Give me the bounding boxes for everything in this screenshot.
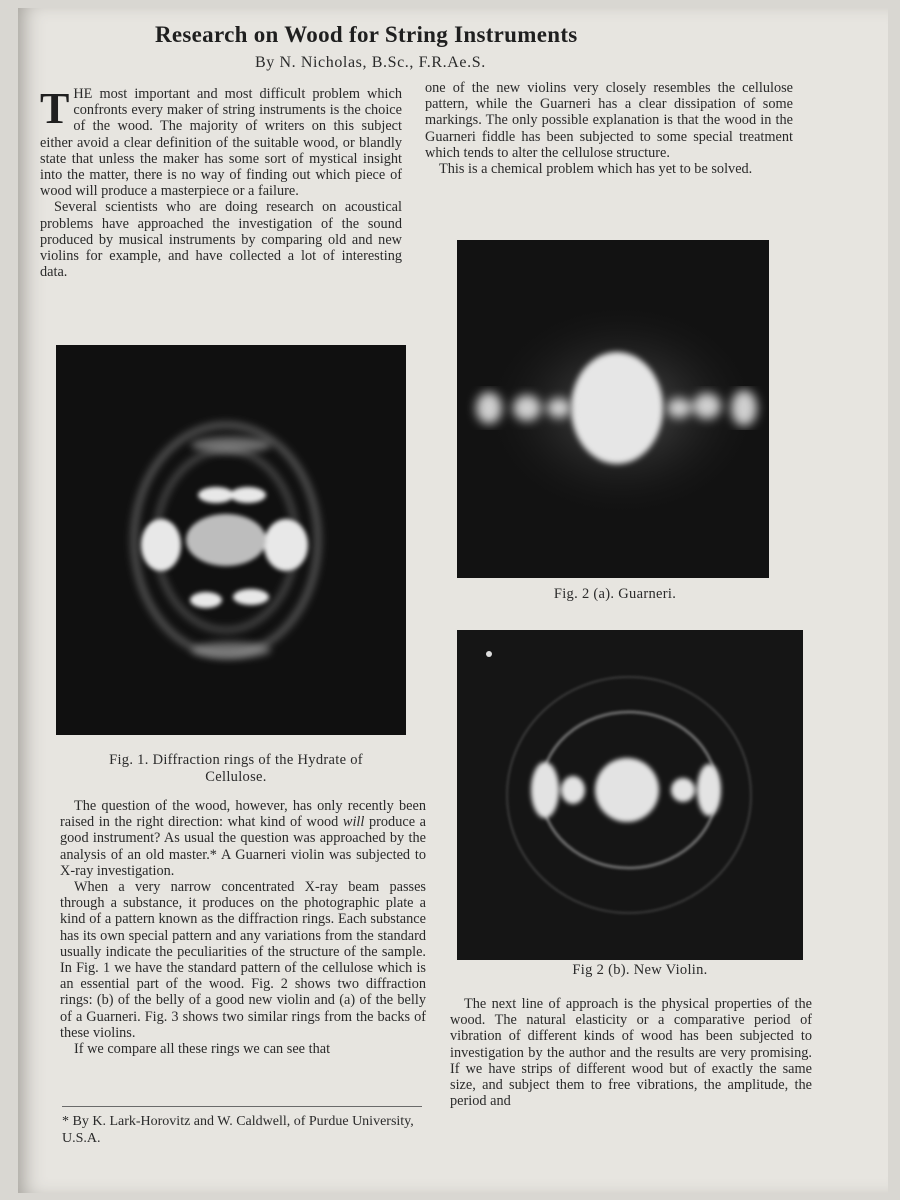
fig2a-caption: Fig. 2 (a). Guarneri. [553,586,677,602]
scientists-paragraph: Several scientists who are doing research on acoustical problems have approached the investigation of the sound produced by musical instruments by comparing old and new violins for example, and have collected a lot of interesting data. [40,199,402,281]
fig2b-new-violin-photo [457,630,803,960]
question-paragraph [60,798,426,879]
question-italic: will [342,814,365,831]
fig1-caption-line2: Cellulose. [205,769,267,785]
intro-paragraph: HE most important and most difficult problem which confronts every maker of string instruments is the choice of the wood. The majority of writers on this subject either avoid a clear definition of the suitable wood, or blandly state that unless the maker has some sort of mystical insight into the matter, there is no way of finding out which piece of wood will produce a masterpiece or a failure. [40,86,402,200]
question-text-b: produce a good instrument? As usual the question was approached by the analysis of an old master.* A Guarneri violin was subjected to X-ray investigation. [60,814,426,879]
compare-paragraph: If we compare all these rings we can see that [74,1041,331,1058]
xray-paragraph: When a very narrow concentrated X-ray beam passes through a substance, it produces on the photographic plate a kind of a pattern known as the diffraction rings. Each substance has its own special pattern and any variations from the standard usually indicate the peculiarities of the structure of the sample. In Fig. 1 we have the standard pattern of the cellulose which is an essential part of the wood. Fig. 2 shows two diffraction rings: (b) of the belly of a good new violin and (a) of the belly of a Guarneri. Fig. 3 shows two similar rings from the backs of these violins. [60,879,426,1041]
article-title: Research on Wood for String Instruments [155,22,578,47]
left-lower-text [60,798,426,1057]
footnote: * By K. Lark-Horovitz and W. Caldwell, of Purdue University, U.S.A. [62,1114,414,1146]
footnote-rule [62,1106,422,1107]
fig1-caption [50,752,422,786]
fig1-diffraction-photo [56,345,406,735]
chemical-paragraph: This is a chemical problem which has yet to be solved. [439,161,753,178]
drop-cap: T [40,84,70,133]
fig2a-guarneri-photo [457,240,769,578]
article-byline: By N. Nicholas, B.Sc., F.R.Ae.S. [255,54,486,71]
fig1-caption-line1: Fig. 1. Diffraction rings of the Hydrate of [109,752,363,768]
right-top-text [425,80,793,177]
physical-paragraph: The next line of approach is the physical properties of the wood. The natural elasticity or a comparative period of vibration of different kinds of wood has been subjected to investigation by the author and the results are very promising. If we have strips of different wood but of exactly the same size, and subject them to free vibrations, the amplitude, the period and [450,996,812,1110]
fig2b-caption: Fig 2 (b). New Violin. [572,962,708,978]
left-intro-text [40,86,402,280]
question-text-a: The question of the wood, however, has only recently been raised in the right direction: what kind of wood [60,798,426,831]
right-lower-text [450,996,812,1109]
resemblance-paragraph: one of the new violins very closely resembles the cellulose pattern, while the Guarneri has a clear dissipation of some markings. The only possible explanation is that the wood in the Guarneri fiddle has been subjected to some special treatment which tends to alter the cellulose structure. [425,80,793,161]
